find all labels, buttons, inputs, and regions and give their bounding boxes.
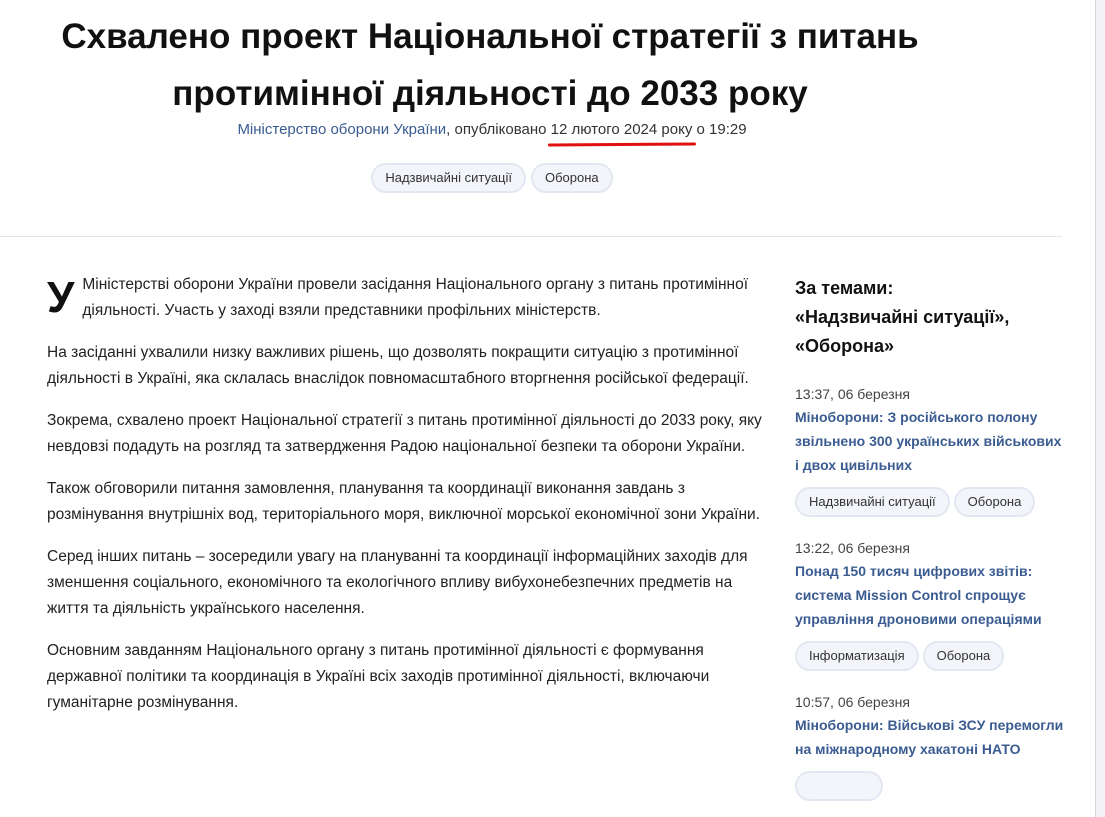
article-paragraph: Серед інших питань – зосередили увагу на плануванні та координації інформаційних заходів для зменшення соціального, економічного та екологічного впливу вибухонебезпечних предметів на життя та діяльність українського населення. [47,548,748,617]
news-tag[interactable]: Інформатизація [795,641,919,671]
article-paragraph-text: Міністерстві оборони України провели засідання Національного органу з питань протимінної діяльності. Участь у заході взяли представники профільних міністерств. [82,276,748,319]
article-body [47,272,767,716]
related-news-sidebar [795,274,1067,801]
news-item [795,691,1067,801]
article-paragraph [47,272,767,324]
article-tags [0,163,984,193]
news-time: 13:37, 06 березня [795,386,910,402]
article-paragraph: Зокрема, схвалено проект Національної стратегії з питань протимінної діяльності до 2033 року, яку невдовзі подадуть на розгляд та затвердження Радою національної безпеки та оборони України. [47,412,762,455]
news-title-link[interactable]: Міноборони: Військові ЗСУ перемогли на міжнародному хакатоні НАТО [795,717,1064,757]
page-title: Схвалено проект Національної стратегії з питань протимінної діяльності до 2033 року [61,17,919,113]
news-item [795,537,1067,671]
news-tag[interactable] [795,771,883,801]
news-time: 10:57, 06 березня [795,694,910,710]
publication-date: 12 лютого 2024 року [550,121,693,138]
scrollbar[interactable] [1095,0,1105,817]
news-title-link[interactable]: Понад 150 тисяч цифрових звітів: система Mission Control спрощує управління дроновими операціями [795,563,1042,627]
news-title-link[interactable]: Міноборони: З російського полону звільнено 300 українських військових і двох цивільних [795,409,1062,473]
published-label: , опубліковано [446,121,551,138]
publication-time: о 19:29 [692,121,747,138]
author-link[interactable]: Міністерство оборони України [237,121,447,138]
tag-defense[interactable]: Оборона [531,163,613,193]
news-tag[interactable]: Оборона [923,641,1005,671]
article-paragraph: На засіданні ухвалили низку важливих рішень, що дозволять покращити ситуацію з протимінної діяльності в Україні, яка склалась внаслідок повномасштабного вторгнення російської федерації. [47,344,749,387]
news-time: 13:22, 06 березня [795,540,910,556]
drop-cap: У [47,273,75,322]
tag-emergencies[interactable]: Надзвичайні ситуації [371,163,526,193]
publication-meta [0,121,984,138]
article-paragraph: Основним завданням Національного органу з питань протимінної діяльності є формування державної політики та координація в Україні всіх заходів протимінної діяльності, включаючи гуманітарне розмінування. [47,642,710,711]
news-item [795,383,1067,517]
article-paragraph: Також обговорили питання замовлення, планування та координації виконання завдань з розмінування внутрішніх вод, територіального моря, виключної морської економічної зони України. [47,480,760,523]
news-tag[interactable]: Оборона [954,487,1036,517]
sidebar-heading: За темами: «Надзвичайні ситуації», «Оборона» [795,278,1010,356]
news-tag[interactable]: Надзвичайні ситуації [795,487,950,517]
divider [0,236,1062,237]
